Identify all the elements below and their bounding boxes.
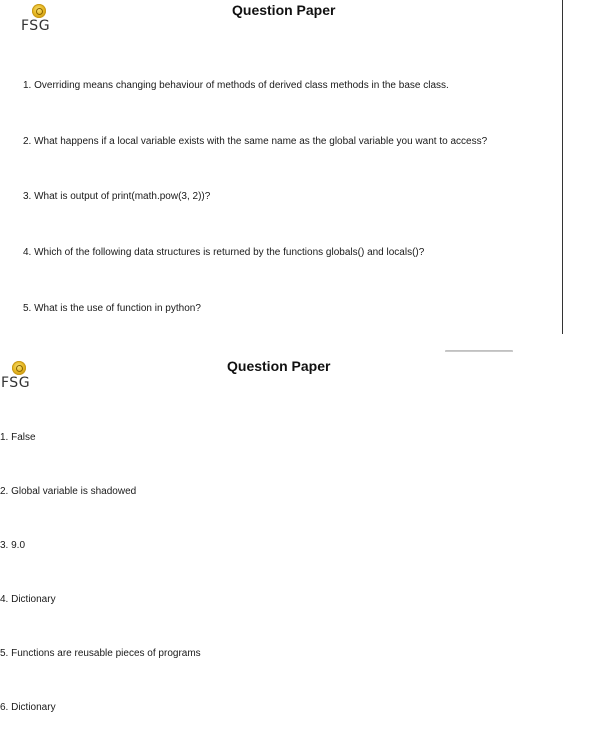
answer-page — [0, 352, 607, 729]
fsg-logo — [1, 361, 41, 397]
question-5: 5. What is the use of function in python? — [23, 303, 201, 314]
question-4: 4. Which of the following data structures is returned by the functions globals() and locals()? — [23, 247, 425, 258]
answer-6: 6. Dictionary — [0, 702, 56, 713]
answer-2: 2. Global variable is shadowed — [0, 486, 137, 497]
logo-text: FSG — [21, 18, 51, 34]
page-title: Question Paper — [232, 2, 336, 18]
coin-logo-icon — [12, 361, 26, 375]
coin-logo-icon — [32, 4, 46, 18]
question-1: 1. Overriding means changing behaviour of methods of derived class methods in the base class. — [23, 80, 449, 91]
question-2: 2. What happens if a local variable exists with the same name as the global variable you want to access? — [23, 136, 488, 147]
fsg-logo — [21, 4, 61, 40]
answer-1: 1. False — [0, 432, 36, 443]
answer-4: 4. Dictionary — [0, 594, 56, 605]
question-3: 3. What is output of print(math.pow(3, 2))? — [23, 191, 211, 202]
page-title: Question Paper — [227, 358, 331, 374]
question-page — [0, 0, 563, 334]
answer-5: 5. Functions are reusable pieces of programs — [0, 648, 201, 659]
answer-3: 3. 9.0 — [0, 540, 26, 551]
logo-text: FSG — [1, 375, 31, 391]
